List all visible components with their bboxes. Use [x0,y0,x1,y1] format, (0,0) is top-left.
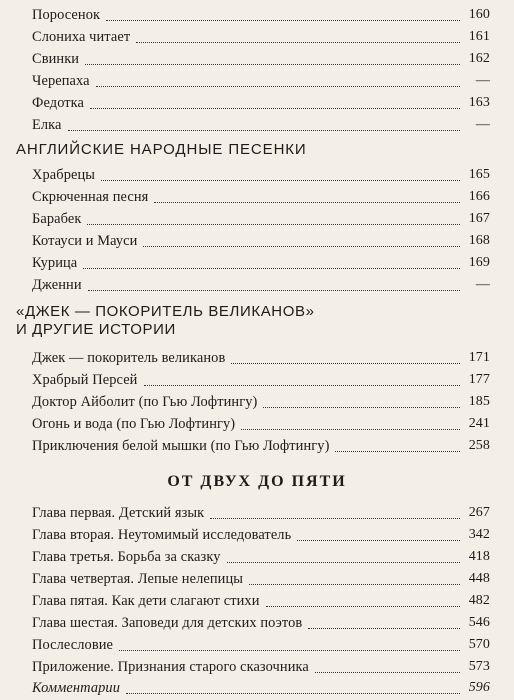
toc-title: Глава третья. Борьба за сказку [32,549,221,565]
toc-page-number: 185 [468,394,490,409]
toc-row-chapter-5 [32,591,490,611]
toc-page-number: 162 [468,51,490,66]
toc-page-number: 267 [468,505,490,520]
dot-leader [136,42,460,43]
toc-title: Храбрый Персей [32,372,138,388]
toc-title: Дженни [32,277,82,293]
toc-row-afterword [32,635,490,655]
toc-title: Скрюченная песня [32,189,149,205]
dot-leader [154,202,460,203]
toc-page-number: 177 [468,372,490,387]
toc-title: Приложение. Признания старого сказочника [32,659,309,675]
dot-leader [83,268,460,269]
toc-row-chapter-6 [32,613,490,633]
toc-row-kotausi-i-mausi [32,231,490,251]
toc-row-dzhenni [32,275,490,295]
toc-title: Федотка [32,95,85,111]
toc-row-cherepakha [32,71,490,91]
toc-page-number: 570 [468,637,490,652]
toc-title: Курица [32,255,78,271]
toc-page-number: 546 [468,615,490,630]
toc-page-number: 160 [468,7,490,22]
toc-row-khrabretsy [32,165,490,185]
toc-title: Огонь и вода (по Гью Лофтингу) [32,416,236,432]
toc-page-number: 596 [468,680,490,695]
toc-page-number: 166 [468,189,490,204]
dot-leader [68,130,460,131]
toc-title: Глава четвертая. Лепые нелепицы [32,571,244,587]
toc-row-skryuchennaya-pesnya [32,187,490,207]
dot-leader [96,86,460,87]
toc-title: Поросенок [32,7,101,23]
toc-row-jack [32,348,490,368]
toc-page-number: 342 [468,527,490,542]
dot-leader [119,650,460,651]
toc-title: Черепаха [32,73,90,89]
toc-row-kuritsa [32,253,490,273]
toc-row-aibolit [32,392,490,412]
toc-title: Свинки [32,51,80,67]
toc-page-number: 163 [468,95,490,110]
dot-leader [87,224,460,225]
toc-title: Храбрецы [32,167,96,183]
toc-page-number: 165 [468,167,490,182]
toc-page-number: 448 [468,571,490,586]
toc-row-chapter-2 [32,525,490,545]
dot-leader [263,407,460,408]
toc-row-svinki [32,49,490,69]
toc-title: Приключения белой мышки (по Гью Лофтингу) [32,438,330,454]
toc-page-number: — [475,277,490,292]
toc-title: Барабек [32,211,82,227]
section-title-jack-line2: И ДРУГИЕ ИСТОРИИ [16,321,176,338]
toc-page-number: 258 [468,438,490,453]
toc-row-fedotka [32,93,490,113]
toc-page-number: 573 [468,659,490,674]
toc-title: Елка [32,117,62,133]
toc-title: Слониха читает [32,29,131,45]
toc-page-number: 171 [468,350,490,365]
toc-row-slonikha [32,27,490,47]
toc-page-number: — [475,117,490,132]
dot-leader [227,562,460,563]
toc-title: Глава пятая. Как дети слагают стихи [32,593,260,609]
toc-title: Глава шестая. Заповеди для детских поэтов [32,615,303,631]
dot-leader [144,385,461,386]
toc-row-elka [32,115,490,135]
toc-title: Доктор Айболит (по Гью Лофтингу) [32,394,258,410]
dot-leader [85,64,460,65]
dot-leader [335,451,460,452]
toc-row-chapter-3 [32,547,490,567]
toc-page-number: 241 [468,416,490,431]
toc-title: Глава первая. Детский язык [32,505,205,521]
dot-leader [90,108,460,109]
toc-row-barabek [32,209,490,229]
toc-page-number: 418 [468,549,490,564]
toc-row-appendix [32,657,490,677]
toc-page-number: 169 [468,255,490,270]
toc-page-number: — [475,73,490,88]
toc-title: Котауси и Мауси [32,233,138,249]
toc-row-ogon-i-voda [32,414,490,434]
toc-title: Глава вторая. Неутомимый исследователь [32,527,292,543]
dot-leader [249,584,460,585]
toc-row-chapter-1 [32,503,490,523]
section-title-jack-line1: «ДЖЕК — ПОКОРИТЕЛЬ ВЕЛИКАНОВ» [16,303,315,320]
dot-leader [315,672,460,673]
dot-leader [106,20,460,21]
toc-title: Комментарии [32,680,120,696]
toc-page-number: 161 [468,29,490,44]
dot-leader [308,628,460,629]
dot-leader [101,180,460,181]
dot-leader [126,693,460,694]
dot-leader [210,518,460,519]
toc-row-comments [32,678,490,698]
toc-row-belaya-myshka [32,436,490,456]
dot-leader [88,290,460,291]
dot-leader [241,429,460,430]
toc-row-porosenok [32,5,490,25]
dot-leader [231,363,460,364]
section-title-english-songs: АНГЛИЙСКИЕ НАРОДНЫЕ ПЕСЕНКИ [16,141,307,158]
toc-title: Послесловие [32,637,114,653]
dot-leader [266,606,460,607]
toc-title: Джек — покоритель великанов [32,350,226,366]
toc-page-number: 168 [468,233,490,248]
section-heading-two-to-five: ОТ ДВУХ ДО ПЯТИ [167,473,347,490]
dot-leader [143,246,460,247]
toc-page-number: 167 [468,211,490,226]
toc-page-number: 482 [468,593,490,608]
toc-row-persei [32,370,490,390]
toc-row-chapter-4 [32,569,490,589]
dot-leader [297,540,460,541]
